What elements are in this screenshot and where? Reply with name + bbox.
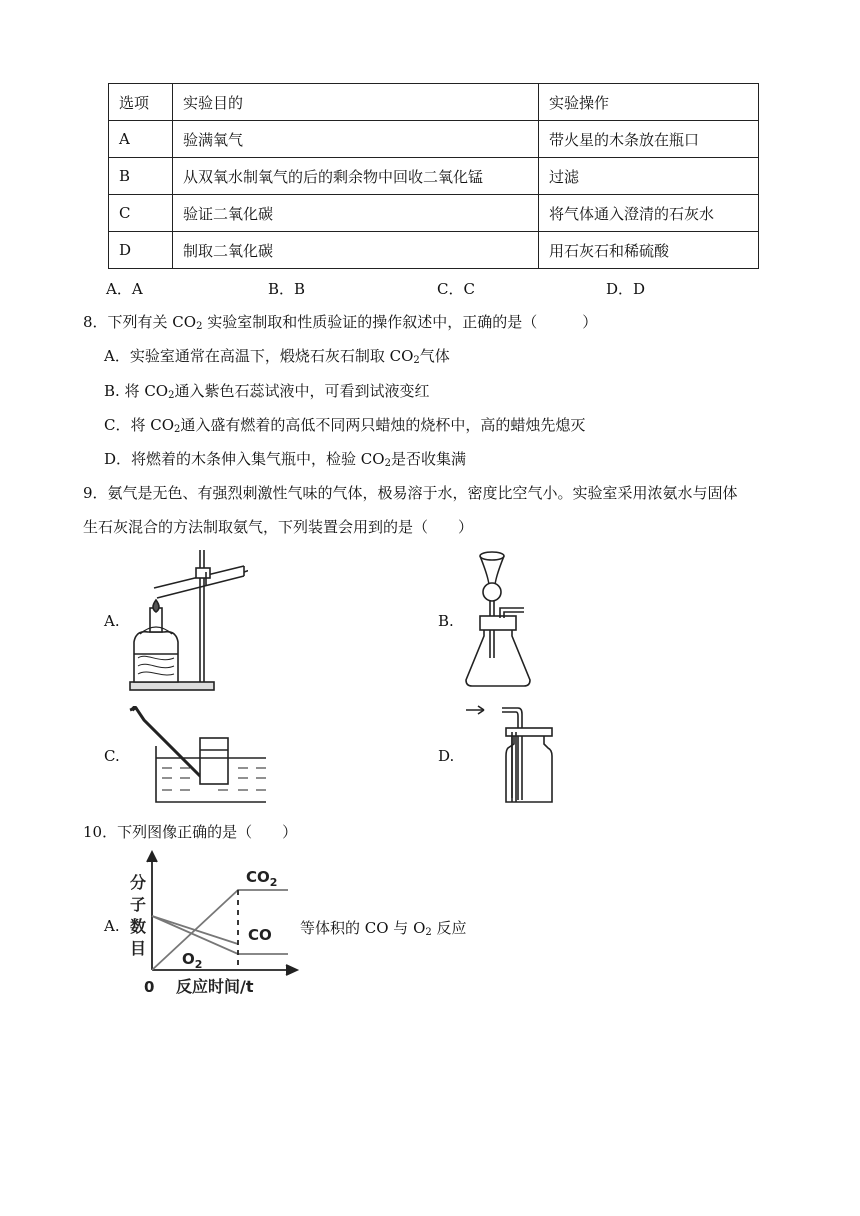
option-a[interactable]: A．A — [106, 280, 143, 298]
q10-stem: 10．下列图像正确的是（ ） — [83, 823, 298, 841]
option-text: C．将 CO — [104, 416, 175, 434]
origin-label: 0 — [144, 978, 155, 996]
table-row — [109, 232, 759, 269]
table-cell: 用石灰石和稀硫酸 — [539, 232, 759, 269]
option-text: 通入盛有燃着的高低不同两只蜡烛的烧杯中，高的蜡烛先熄灭 — [180, 416, 586, 434]
table-cell: C — [109, 195, 173, 232]
molecule-count-graph — [126, 850, 300, 998]
table-cell: 带火星的木条放在瓶口 — [539, 121, 759, 158]
x-axis-arrow — [286, 965, 297, 975]
subscript: 2 — [425, 927, 432, 938]
caption-text: 等体积的 CO 与 O — [300, 919, 426, 937]
y-label-char: 目 — [130, 939, 147, 958]
q9-label-c[interactable]: C. — [104, 747, 120, 765]
option-text: 气体 — [419, 347, 450, 365]
table-cell: B — [109, 158, 173, 195]
table-cell: 验满氧气 — [173, 121, 539, 158]
table-header-cell: 实验操作 — [539, 84, 759, 121]
q9-stem-line1: 9．氨气是无色、有强烈刺激性气味的气体，极易溶于水，密度比空气小。实验室采用浓氨水与固体 — [83, 484, 738, 502]
q8-stem-text: 实验室制取和性质验证的操作叙述中，正确的是（ ） — [202, 313, 598, 331]
co2-series-label: $CO_2$ — [246, 868, 278, 889]
option-text: 通入紫色石蕊试液中，可看到试液变红 — [174, 382, 430, 400]
table-header-cell: 实验目的 — [173, 84, 539, 121]
option-text: B. 将 CO — [104, 382, 169, 400]
table-cell: A — [109, 121, 173, 158]
y-label-char: 子 — [130, 895, 147, 914]
option-text: D．将燃着的木条伸入集气瓶中，检验 CO — [104, 450, 385, 468]
x-axis-label: 反应时间/t — [176, 977, 254, 996]
table-cell: 验证二氧化碳 — [173, 195, 539, 232]
table-cell: 将气体通入澄清的石灰水 — [539, 195, 759, 232]
conical-flask-diagram — [462, 546, 572, 692]
subscript: 2 — [168, 390, 175, 401]
table-header-cell: 选项 — [109, 84, 173, 121]
table-cell: 过滤 — [539, 158, 759, 195]
option-c[interactable]: C．C — [437, 280, 475, 298]
caption-text: 反应 — [431, 919, 467, 937]
q10-caption-a — [300, 917, 467, 938]
y-axis-arrow — [147, 852, 157, 862]
table-row — [109, 158, 759, 195]
table-row — [109, 195, 759, 232]
q9-label-a[interactable]: A. — [104, 612, 120, 630]
q9-label-d[interactable]: D. — [438, 747, 455, 765]
q8-option-c[interactable] — [104, 414, 585, 435]
co-series-label: CO — [248, 926, 272, 944]
water-collection-diagram — [126, 706, 266, 804]
q8-option-b[interactable] — [104, 380, 430, 401]
subscript: 2 — [384, 458, 391, 469]
option-text: 是否收集满 — [390, 450, 466, 468]
q8-stem — [83, 311, 597, 332]
subscript: 2 — [174, 424, 181, 435]
table-header-row — [109, 84, 759, 121]
table-cell: 从双氧水制氧气的后的剩余物中回收二氧化锰 — [173, 158, 539, 195]
o2-line — [152, 916, 238, 944]
table-row — [109, 121, 759, 158]
option-text: A．实验室通常在高温下，煅烧石灰石制取 CO — [104, 347, 414, 365]
q10-label-a[interactable]: A. — [104, 917, 120, 935]
option-d[interactable]: D．D — [606, 280, 646, 298]
subscript: 2 — [196, 321, 203, 332]
q8-option-d[interactable] — [104, 448, 466, 469]
q7-table — [108, 83, 759, 269]
q8-option-a[interactable] — [104, 345, 450, 366]
table-cell: D — [109, 232, 173, 269]
heating-apparatus-diagram — [126, 546, 248, 692]
q8-stem-text: 8．下列有关 CO — [83, 313, 197, 331]
gas-bottle-diagram — [462, 702, 558, 806]
o2-series-label: $O_2$ — [182, 950, 203, 971]
y-label-char: 数 — [130, 917, 147, 936]
q9-label-b[interactable]: B. — [438, 612, 454, 630]
q9-stem-line2: 生石灰混合的方法制取氨气，下列装置会用到的是（ ） — [83, 518, 474, 536]
subscript: 2 — [413, 355, 420, 366]
option-b[interactable]: B．B — [268, 280, 306, 298]
table-cell: 制取二氧化碳 — [173, 232, 539, 269]
y-label-char: 分 — [130, 873, 147, 892]
